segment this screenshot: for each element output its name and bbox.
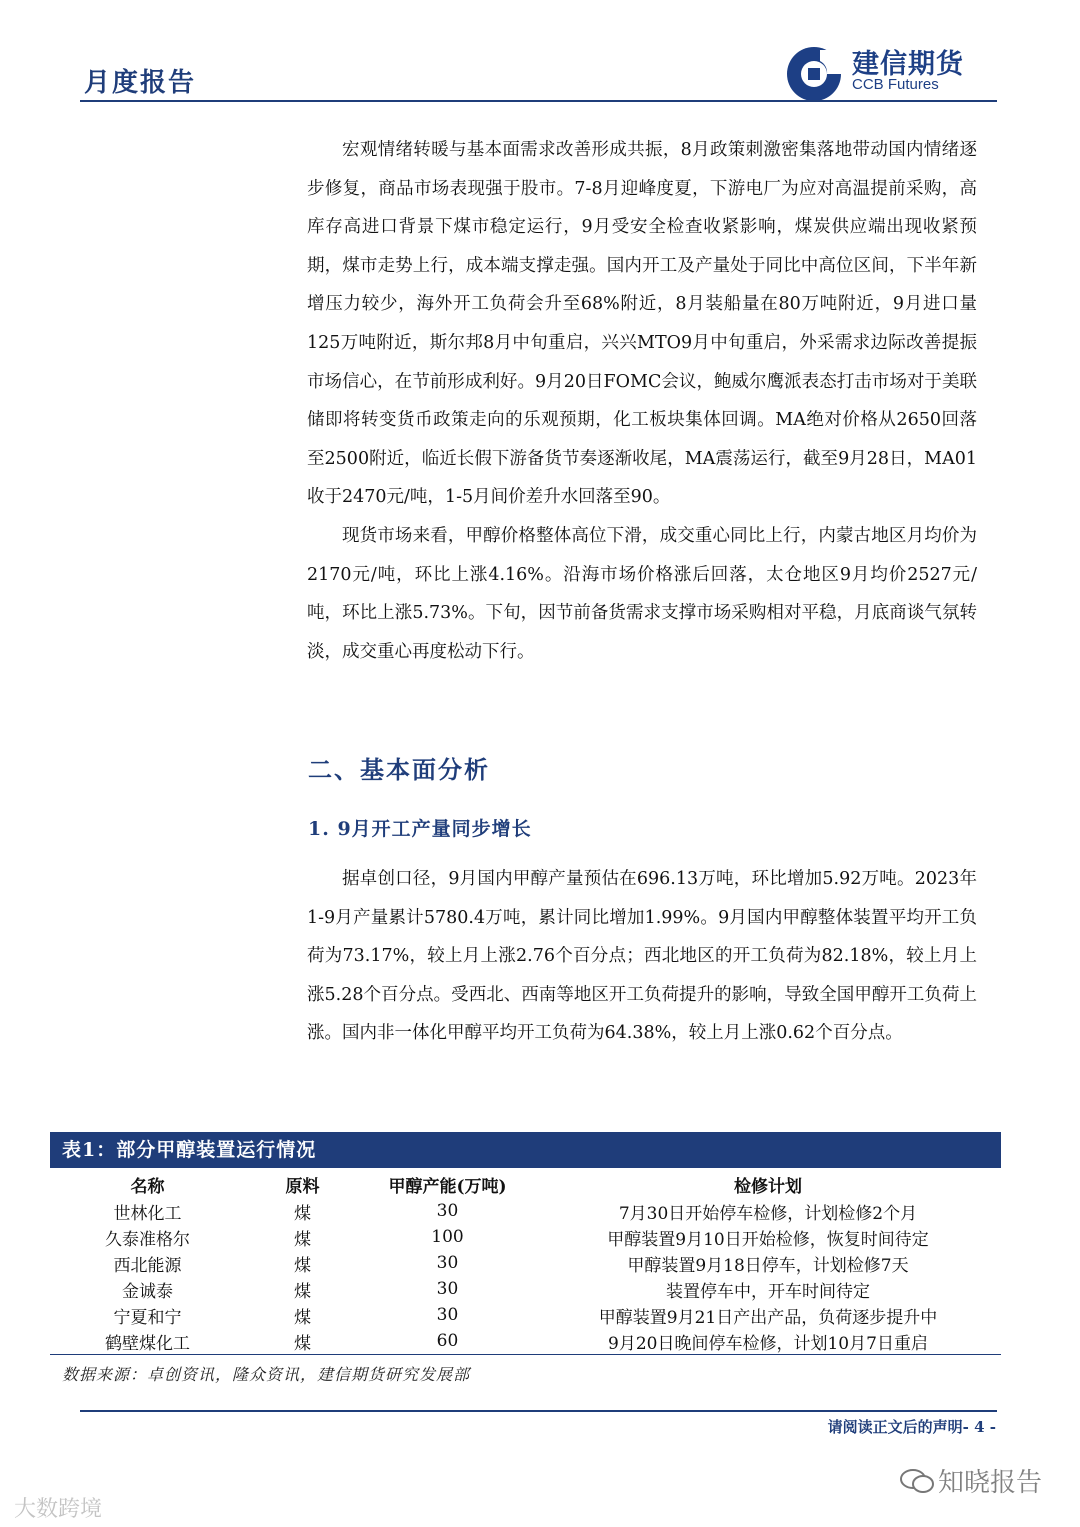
watermark-right: 知晓报告 [938, 1468, 1043, 1498]
table-row [50, 1250, 1001, 1276]
watermark-left: 大数跨境 [14, 1497, 103, 1522]
cell-name: 西北能源 [113, 1255, 182, 1276]
report-type-title: 月度报告 [84, 68, 197, 98]
cell-material: 煤 [245, 1328, 360, 1355]
cell-material: 煤 [294, 1307, 311, 1328]
cell-capacity: 30 [436, 1305, 459, 1325]
cell-plan: 9月20日晚间停车检修，计划10月7日重启 [535, 1328, 1001, 1355]
cell-capacity: 30 [436, 1279, 459, 1299]
cell-plan: 甲醇装置9月10日开始检修，恢复时间待定 [607, 1229, 929, 1250]
cell-material: 煤 [294, 1281, 311, 1302]
data-source-note: 数据来源：卓创资讯，隆众资讯，建信期货研究发展部 [62, 1365, 471, 1384]
sub-heading: 1. 9月开工产量同步增长 [308, 818, 532, 840]
section-heading: 二、基本面分析 [308, 755, 490, 784]
table-row [50, 1328, 1001, 1355]
cell-plan: 装置停车中，开车时间待定 [666, 1281, 870, 1302]
column-header: 甲醇产能(万吨) [388, 1176, 507, 1197]
ccb-logo-icon [784, 44, 844, 104]
paragraph-production: 据卓创口径，9月国内甲醇产量预估在696.13万吨，环比增加5.92万吨。2023年1-9月产量累计5780.4万吨，累计同比增加1.99%。9月国内甲醇整体装置平均开工负荷为73.17%，较上月上涨2.76个百分点；西北地区的开工负荷为82.18%，较上月上涨5.28个百分点。受西北、西南等地区开工负荷提升的影响，导致全国甲醇开工负荷上涨。国内非一体化甲醇平均开工负荷为64.38%，较上月上涨0.62个百分点。 [307, 869, 977, 1044]
body-section-2 [307, 860, 977, 1053]
cell-capacity: 100 [431, 1227, 464, 1247]
cell-name: 宁夏和宁 [113, 1307, 182, 1328]
cell-material: 煤 [294, 1203, 311, 1224]
footer-note: 请阅读正文后的声明 [827, 1418, 963, 1436]
table-row [50, 1302, 1001, 1328]
cell-name: 世林化工 [113, 1203, 182, 1224]
cell-plan: 甲醇装置9月21日产出产品，负荷逐步提升中 [598, 1307, 938, 1328]
footer [828, 1416, 996, 1437]
column-header: 原料 [285, 1176, 320, 1197]
body-section-1 [307, 131, 977, 671]
cell-plan: 甲醇装置9月18日停车，计划检修7天 [627, 1255, 909, 1276]
column-header: 检修计划 [734, 1176, 802, 1197]
brand-name-cn: 建信期货 [852, 49, 964, 80]
table-row [50, 1198, 1001, 1224]
cell-material: 煤 [294, 1255, 311, 1276]
cell-capacity: 30 [436, 1253, 459, 1273]
cell-plan: 7月30日开始停车检修，计划检修2个月 [618, 1203, 918, 1224]
table-header-row [50, 1170, 1001, 1198]
wechat-icon [900, 1468, 934, 1494]
plant-operations-table [50, 1170, 1001, 1355]
cell-name: 金诚泰 [122, 1281, 173, 1302]
cell-name: 久泰准格尔 [105, 1229, 190, 1250]
table-title: 表1：部分甲醇装置运行情况 [50, 1132, 1001, 1168]
paragraph-spot-market: 现货市场来看，甲醇价格整体高位下滑，成交重心同比上行，内蒙古地区月均价为2170元/吨，环比上涨4.16%。沿海市场价格涨后回落，太仓地区9月均价2527元/吨，环比上涨5.73%。下旬，因节前备货需求支撑市场采购相对平稳，月底商谈气氛转淡，成交重心再度松动下行。 [307, 525, 977, 662]
cell-capacity: 60 [360, 1328, 535, 1355]
paragraph-macro: 宏观情绪转暖与基本面需求改善形成共振，8月政策刺激密集落地带动国内情绪逐步修复，商品市场表现强于股市。7-8月迎峰度夏，下游电厂为应对高温提前采购，高库存高进口背景下煤市稳定运行，9月受安全检查收紧影响，煤炭供应端出现收紧预期，煤市走势上行，成本端支撑走强。国内开工及产量处于同比中高位区间，下半年新增压力较少，海外开工负荷会升至68%附近，8月装船量在80万吨附近，9月进口量125万吨附近，斯尔邦8月中旬重启，兴兴MTO9月中旬重启，外采需求边际改善提振市场信心，在节前形成利好。9月20日FOMC会议，鲍威尔鹰派表态打击市场对于美联储即将转变货币政策走向的乐观预期，化工板块集体回调。MA绝对价格从2650回落至2500附近，临近长假下游备货节奏逐渐收尾，MA震荡运行，截至9月28日，MA01收于2470元/吨，1-5月间价差升水回落至90。 [307, 140, 977, 508]
table-row [50, 1276, 1001, 1302]
cell-capacity: 30 [436, 1201, 459, 1221]
brand-name-en: CCB Futures [852, 76, 939, 93]
header-divider [80, 100, 997, 102]
table-row [50, 1224, 1001, 1250]
footer-divider [80, 1410, 997, 1412]
cell-name: 鹤壁煤化工 [50, 1328, 245, 1355]
page-number: - 4 - [962, 1418, 996, 1436]
cell-material: 煤 [294, 1229, 311, 1250]
column-header: 名称 [130, 1176, 165, 1197]
